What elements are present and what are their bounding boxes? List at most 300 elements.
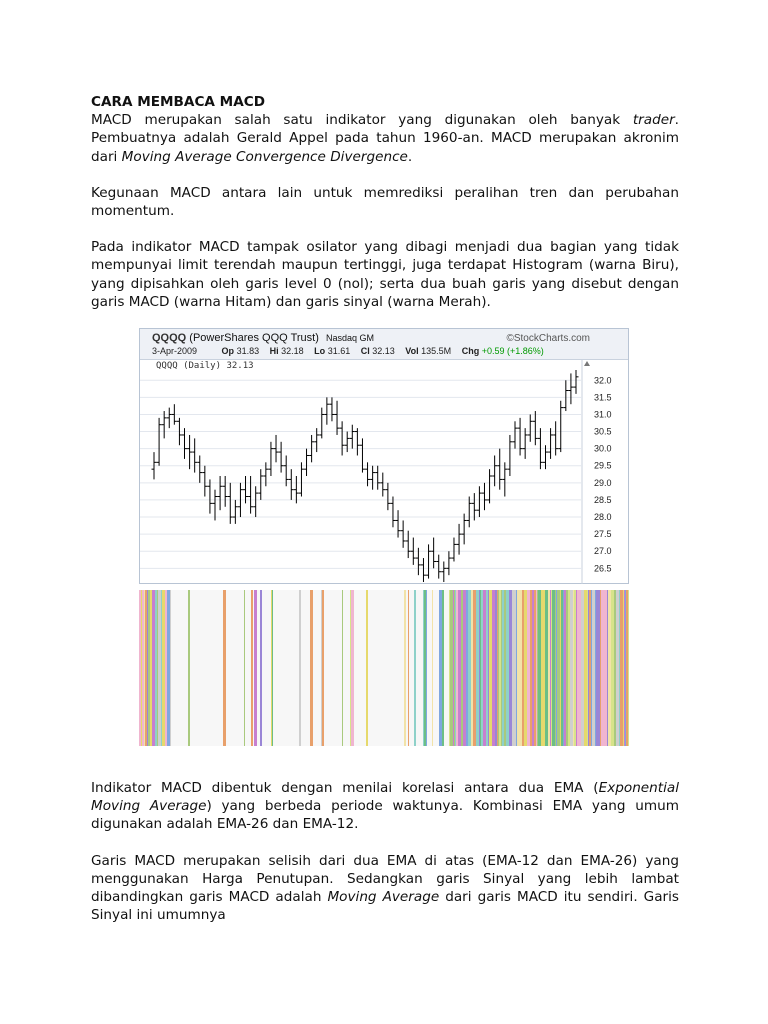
- text-run: dari garis MACD itu sendiri. Garis Sinyal ini umumnya: [91, 889, 679, 924]
- noise-stripe: [495, 590, 497, 746]
- noise-stripe: [501, 590, 502, 746]
- text-run: .: [407, 148, 413, 165]
- noise-stripe: [486, 590, 488, 746]
- ohlc-bar: [528, 414, 533, 441]
- ohlc-bar: [553, 421, 558, 455]
- noise-stripe: [277, 590, 279, 746]
- noise-stripe: [158, 590, 161, 746]
- noise-stripe: [616, 590, 619, 746]
- noise-stripe: [337, 590, 338, 746]
- ohlc-bar: [192, 438, 197, 472]
- noise-stripe: [513, 590, 516, 746]
- ohlc-bar: [355, 428, 360, 455]
- stockcharts-logo: ©StockCharts.com: [506, 333, 590, 344]
- noise-stripe: [376, 590, 379, 746]
- noise-stripe: [421, 590, 423, 746]
- noise-stripe: [170, 590, 171, 746]
- noise-stripe: [305, 590, 308, 746]
- noise-stripe: [350, 590, 351, 746]
- noise-stripe: [402, 590, 404, 746]
- price-summary-row: [152, 346, 552, 356]
- noise-stripe: [372, 590, 373, 746]
- ohlc-bar: [167, 408, 172, 429]
- noise-stripe: [561, 590, 563, 746]
- noise-stripe: [165, 590, 167, 746]
- noise-stripe: [270, 590, 271, 746]
- paragraph-signal: [91, 852, 679, 925]
- ohlc-bar: [207, 479, 212, 513]
- noise-stripe: [173, 590, 175, 746]
- noise-stripe: [216, 590, 218, 746]
- noise-stripe: [417, 590, 418, 746]
- noise-stripe: [379, 590, 380, 746]
- noise-stripe: [468, 590, 471, 746]
- italic-term: Exponential Moving Average: [91, 780, 679, 815]
- noise-stripe: [399, 590, 402, 746]
- noise-stripe: [194, 590, 195, 746]
- ohlc-bar: [157, 418, 162, 466]
- noise-stripe: [271, 590, 272, 746]
- noise-stripe: [420, 590, 421, 746]
- noise-stripe: [542, 590, 545, 746]
- ohlc-bar: [258, 469, 263, 500]
- noise-stripe: [233, 590, 234, 746]
- noise-stripe: [476, 590, 479, 746]
- noise-stripe: [355, 590, 356, 746]
- noise-stripe: [416, 590, 417, 746]
- noise-stripe: [439, 590, 442, 746]
- noise-stripe: [488, 590, 489, 746]
- noise-stripe: [351, 590, 354, 746]
- noise-stripe: [188, 590, 190, 746]
- noise-stripe: [532, 590, 534, 746]
- noise-stripe: [552, 590, 555, 746]
- noise-stripe: [282, 590, 285, 746]
- text-run: ) yang berbeda periode waktunya. Kombinasi EMA yang umum digunakan adalah EMA-26 dan EMA-12.: [91, 798, 679, 833]
- noise-stripe: [450, 590, 453, 746]
- ohlc-bar: [284, 455, 289, 486]
- noise-stripe: [449, 590, 450, 746]
- ohlc-bar: [533, 411, 538, 445]
- noise-stripe: [509, 590, 512, 746]
- ohlc-bar: [340, 421, 345, 455]
- ohlc-bar: [197, 455, 202, 482]
- noise-stripe: [346, 590, 348, 746]
- ohlc-bar: [568, 373, 573, 404]
- noise-stripe: [623, 590, 624, 746]
- noise-stripe: [366, 590, 368, 746]
- ohlc-bar: [497, 449, 502, 490]
- noise-stripe: [566, 590, 568, 746]
- noise-stripe: [179, 590, 180, 746]
- noise-stripe: [432, 590, 433, 746]
- noise-stripe: [258, 590, 259, 746]
- noise-stripe: [620, 590, 622, 746]
- noise-stripe: [180, 590, 182, 746]
- noise-stripe: [264, 590, 266, 746]
- close-price: Cl 32.13: [360, 346, 395, 356]
- noise-stripe: [210, 590, 213, 746]
- noise-stripe: [427, 590, 429, 746]
- noise-stripe: [479, 590, 480, 746]
- volume: Vol 135.5M: [405, 346, 452, 356]
- noise-stripe: [259, 590, 260, 746]
- noise-stripe: [187, 590, 188, 746]
- noise-stripe: [204, 590, 207, 746]
- open-price: Op 31.83: [221, 346, 260, 356]
- noise-stripe: [614, 590, 616, 746]
- italic-term: Moving Average: [327, 889, 440, 906]
- noise-stripe: [601, 590, 604, 746]
- noise-stripe: [481, 590, 483, 746]
- noise-stripe: [280, 590, 282, 746]
- chart-symbol-line: [152, 332, 374, 344]
- ohlc-bar: [390, 497, 395, 528]
- noise-stripe: [611, 590, 614, 746]
- ohlc-bar: [182, 428, 187, 459]
- ohlc-bar: [563, 380, 568, 411]
- noise-stripe: [502, 590, 504, 746]
- ohlc-bar: [441, 561, 446, 582]
- noise-stripe: [250, 590, 251, 746]
- noise-stripe: [551, 590, 552, 746]
- noise-stripe: [368, 590, 369, 746]
- noise-stripe: [568, 590, 570, 746]
- ohlc-bar: [335, 401, 340, 435]
- noise-stripe: [249, 590, 250, 746]
- noise-stripe: [408, 590, 409, 746]
- ohlc-bar: [502, 462, 507, 496]
- noise-stripe: [563, 590, 564, 746]
- noise-stripe: [262, 590, 264, 746]
- noise-stripe: [322, 590, 324, 746]
- chart-date: 3-Apr-2009: [152, 346, 198, 356]
- noise-stripe: [463, 590, 464, 746]
- noise-stripe: [313, 590, 315, 746]
- noise-stripe: [604, 590, 607, 746]
- noise-stripe: [389, 590, 392, 746]
- text-run: Indikator MACD dibentuk dengan menilai korelasi antara dua EMA (: [91, 780, 599, 796]
- noise-stripe: [253, 590, 254, 746]
- noise-stripe: [279, 590, 280, 746]
- noise-stripe: [326, 590, 327, 746]
- noise-stripe: [218, 590, 220, 746]
- noise-stripe: [548, 590, 550, 746]
- noise-stripe: [564, 590, 566, 746]
- noise-stripe: [619, 590, 620, 746]
- noise-stripe: [442, 590, 444, 746]
- noise-stripe: [141, 590, 142, 746]
- noise-stripe: [541, 590, 542, 746]
- corrupted-image-band: [139, 590, 629, 746]
- noise-stripe: [329, 590, 332, 746]
- noise-stripe: [241, 590, 243, 746]
- noise-stripe: [200, 590, 202, 746]
- noise-stripe: [504, 590, 506, 746]
- noise-stripe: [388, 590, 389, 746]
- ohlc-bar: [523, 428, 528, 459]
- noise-stripe: [626, 590, 628, 746]
- noise-stripe: [220, 590, 223, 746]
- noise-stripe: [588, 590, 589, 746]
- noise-stripe: [251, 590, 253, 746]
- ohlc-bar: [406, 531, 411, 558]
- noise-stripe: [608, 590, 611, 746]
- ohlc-bar: [319, 408, 324, 439]
- noise-stripe: [414, 590, 416, 746]
- ohlc-bar: [162, 411, 167, 438]
- ticker-symbol: QQQQ: [152, 332, 187, 344]
- noise-stripe: [358, 590, 360, 746]
- noise-stripe: [545, 590, 548, 746]
- noise-stripe: [145, 590, 147, 746]
- ohlc-bar: [574, 370, 579, 394]
- y-tick-label: 30.0: [594, 443, 612, 454]
- noise-stripe: [418, 590, 420, 746]
- noise-stripe: [538, 590, 541, 746]
- noise-stripe: [292, 590, 295, 746]
- noise-stripe: [483, 590, 486, 746]
- noise-stripe: [317, 590, 320, 746]
- noise-stripe: [213, 590, 215, 746]
- ohlc-bar: [380, 473, 385, 497]
- noise-stripe: [290, 590, 292, 746]
- y-tick-label: 30.5: [594, 426, 612, 437]
- noise-stripe: [244, 590, 245, 746]
- noise-stripe: [595, 590, 596, 746]
- noise-stripe: [380, 590, 381, 746]
- noise-stripe: [581, 590, 584, 746]
- noise-stripe: [184, 590, 187, 746]
- noise-stripe: [139, 590, 141, 746]
- noise-stripe: [167, 590, 170, 746]
- ohlc-bar: [451, 538, 456, 562]
- ohlc-bar: [421, 558, 426, 582]
- ohlc-bar: [492, 455, 497, 486]
- ohlc-bar: [487, 469, 492, 503]
- y-tick-label: 28.0: [594, 512, 612, 523]
- noise-stripe: [144, 590, 145, 746]
- ohlc-bar: [472, 493, 477, 520]
- noise-stripe: [530, 590, 532, 746]
- ohlc-bar: [299, 462, 304, 496]
- noise-stripe: [369, 590, 371, 746]
- noise-stripe: [404, 590, 406, 746]
- noise-stripe: [152, 590, 155, 746]
- noise-stripe: [246, 590, 249, 746]
- ohlc-bar: [187, 435, 192, 469]
- noise-stripe: [584, 590, 587, 746]
- noise-stripe: [577, 590, 578, 746]
- paragraph-usage: Kegunaan MACD antara lain untuk memrediksi peralihan tren dan perubahan momentum.: [91, 184, 679, 220]
- noise-stripe: [516, 590, 517, 746]
- noise-stripe: [622, 590, 623, 746]
- noise-stripe: [338, 590, 340, 746]
- noise-stripe: [182, 590, 184, 746]
- ohlc-bar: [457, 524, 462, 555]
- noise-stripe: [625, 590, 626, 746]
- noise-stripe: [203, 590, 204, 746]
- y-tick-label: 27.0: [594, 546, 612, 557]
- paragraph-oscillator: Pada indikator MACD tampak osilator yang dibagi menjadi dua bagian yang tidak mempunyai limit terendah maupun tertinggi, juga terdapat Histogram (warna Biru), yang dipisahkan oleh garis level 0 (nol); serta dua buah garis yang disebut dengan garis MACD (warna Hitam) dan garis sinyal (warna Merah).: [91, 239, 679, 310]
- ohlc-bar: [507, 435, 512, 476]
- noise-stripe: [243, 590, 244, 746]
- y-tick-label: 32.0: [594, 375, 612, 386]
- noise-stripe: [287, 590, 290, 746]
- noise-stripe: [285, 590, 287, 746]
- noise-stripe: [560, 590, 561, 746]
- ohlc-bar: [350, 425, 355, 449]
- noise-stripe: [587, 590, 588, 746]
- chart-header: [140, 329, 628, 360]
- noise-stripe: [574, 590, 576, 746]
- noise-stripe: [392, 590, 394, 746]
- noise-stripe: [536, 590, 537, 746]
- noise-stripe: [371, 590, 372, 746]
- noise-stripe: [524, 590, 527, 746]
- ohlc-bar: [548, 428, 553, 459]
- ohlc-bar: [446, 551, 451, 575]
- ohlc-bar: [518, 418, 523, 456]
- noise-stripe: [176, 590, 178, 746]
- italic-term: trader: [632, 112, 675, 129]
- noise-stripe: [275, 590, 277, 746]
- ohlc-bar: [436, 555, 441, 579]
- noise-stripe: [537, 590, 538, 746]
- noise-stripe: [157, 590, 158, 746]
- y-tick-label: 31.0: [594, 409, 612, 420]
- noise-stripe: [466, 590, 468, 746]
- noise-stripe: [570, 590, 573, 746]
- ohlc-bar: [233, 500, 238, 524]
- ohlc-bar: [253, 486, 258, 517]
- plot-series-label: QQQQ (Daily) 32.13: [156, 361, 254, 371]
- noise-stripe: [215, 590, 216, 746]
- ohlc-bar: [324, 397, 329, 424]
- noise-stripe: [349, 590, 350, 746]
- ohlc-bar: [370, 466, 375, 490]
- noise-stripe: [589, 590, 591, 746]
- stock-chart: [139, 328, 629, 584]
- noise-stripe: [423, 590, 424, 746]
- document-body: [91, 93, 679, 311]
- noise-stripe: [171, 590, 173, 746]
- ohlc-bar: [202, 466, 207, 497]
- noise-stripe: [386, 590, 388, 746]
- noise-stripe: [356, 590, 358, 746]
- noise-stripe: [498, 590, 499, 746]
- noise-stripe: [260, 590, 262, 746]
- ohlc-bar: [279, 442, 284, 473]
- spacer: [91, 220, 679, 238]
- noise-stripe: [519, 590, 522, 746]
- noise-stripe: [228, 590, 229, 746]
- noise-stripe: [373, 590, 376, 746]
- ohlc-bar: [248, 476, 253, 514]
- noise-stripe: [303, 590, 305, 746]
- italic-term: Moving Average Convergence Divergence: [121, 148, 408, 165]
- noise-stripe: [454, 590, 455, 746]
- noise-stripe: [162, 590, 165, 746]
- paragraph-ema: [91, 779, 679, 834]
- noise-stripe: [197, 590, 200, 746]
- noise-stripe: [499, 590, 501, 746]
- noise-stripe: [308, 590, 310, 746]
- noise-stripe: [429, 590, 432, 746]
- noise-stripe: [453, 590, 454, 746]
- noise-stripe: [299, 590, 301, 746]
- ohlc-bar: [396, 510, 401, 537]
- noise-stripe: [456, 590, 458, 746]
- noise-stripe: [409, 590, 411, 746]
- noise-stripe: [257, 590, 258, 746]
- noise-stripe: [576, 590, 577, 746]
- noise-stripe: [592, 590, 595, 746]
- noise-stripe: [343, 590, 346, 746]
- ohlc-bar: [477, 486, 482, 517]
- noise-stripe: [363, 590, 366, 746]
- noise-stripe: [397, 590, 399, 746]
- noise-stripe: [464, 590, 465, 746]
- noise-stripe: [321, 590, 322, 746]
- noise-stripe: [628, 590, 629, 746]
- section-heading: CARA MEMBACA MACD: [91, 94, 265, 110]
- noise-stripe: [332, 590, 334, 746]
- paragraph-intro: [91, 111, 679, 166]
- noise-stripe: [192, 590, 194, 746]
- noise-stripe: [506, 590, 509, 746]
- noise-stripe: [315, 590, 317, 746]
- text-run: Garis MACD merupakan selisih dari dua EMA di atas (EMA-12 dan EMA-26) yang menggunakan Harga Penutupan. Sedangkan garis Sinyal yang lebih lambat dibandingkan garis MACD adalah: [91, 852, 679, 906]
- noise-stripe: [295, 590, 297, 746]
- noise-stripe: [223, 590, 226, 746]
- y-tick-label: 26.5: [594, 563, 612, 574]
- noise-stripe: [320, 590, 321, 746]
- ohlc-bar: [289, 469, 294, 500]
- noise-stripe: [573, 590, 574, 746]
- noise-stripe: [624, 590, 625, 746]
- noise-stripe: [384, 590, 386, 746]
- ohlc-bar: [223, 476, 228, 507]
- noise-stripe: [273, 590, 275, 746]
- noise-stripe: [534, 590, 536, 746]
- noise-stripe: [142, 590, 144, 746]
- noise-stripe: [436, 590, 439, 746]
- noise-stripe: [324, 590, 325, 746]
- document-body-lower: [91, 779, 679, 924]
- noise-stripe: [381, 590, 384, 746]
- ohlc-bar: [304, 449, 309, 476]
- noise-stripe: [473, 590, 476, 746]
- ohlc-bar: [360, 438, 365, 472]
- noise-stripe: [424, 590, 426, 746]
- noise-stripe: [297, 590, 299, 746]
- noise-stripe: [238, 590, 241, 746]
- price-plot: [140, 360, 628, 584]
- noise-stripe: [455, 590, 456, 746]
- noise-stripe: [600, 590, 601, 746]
- scale-up-arrow-icon: [584, 361, 590, 366]
- ticker-name: (PowerShares QQQ Trust): [189, 332, 319, 344]
- noise-stripe: [334, 590, 337, 746]
- ohlc-bar: [385, 483, 390, 510]
- noise-stripe: [433, 590, 436, 746]
- noise-stripe: [591, 590, 592, 746]
- noise-stripe: [555, 590, 556, 746]
- noise-stripe: [175, 590, 176, 746]
- noise-stripe: [202, 590, 203, 746]
- noise-stripe: [207, 590, 210, 746]
